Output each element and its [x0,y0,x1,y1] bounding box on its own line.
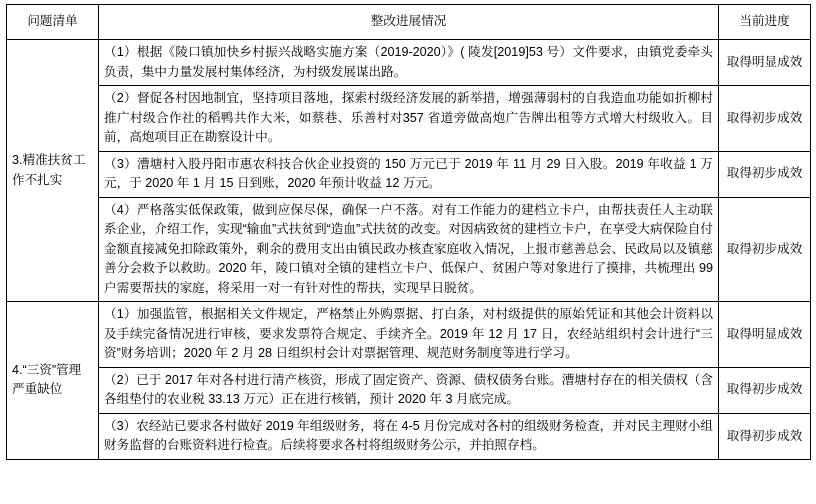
status-badge: 取得初步成效 [719,413,811,459]
status-badge: 取得初步成效 [719,197,811,302]
progress-detail-cell: （1）根据《陵口镇加快乡村振兴战略实施方案（2019-2020）》( 陵发[2019]53 号）文件要求，由镇党委牵头负责，集中力量发展村集体经济，为村级发展谋出路。 [99,40,719,86]
status-badge: 取得初步成效 [719,151,811,197]
status-badge: 取得初步成效 [719,367,811,413]
table-row [7,367,811,413]
progress-detail-cell: （3）漕塘村入股丹阳市惠农科技合伙企业投资的 150 万元已于 2019 年 11 月 29 日入股。2019 年收益 1 万元，于 2020 年 1 月 15 日到账，2020 年预计收益 12 万元。 [99,151,719,197]
rectification-progress-table [6,4,811,460]
issue-category-cell: 3.精准扶贫工作不扎实 [7,40,99,302]
issue-category-cell: 4.“三资”管理严重缺位 [7,302,99,460]
table-row [7,151,811,197]
progress-detail-cell: （3）农经站已要求各村做好 2019 年组级财务，将在 4-5 月份完成对各村的组级财务检查，并对民主理财小组财务监督的台账资料进行检查。后续将要求各村将组级财务公示，并拍照存档。 [99,413,719,459]
table-row [7,40,811,86]
table-header-row [7,5,811,40]
table-body [7,40,811,460]
column-header-current-progress: 当前进度 [719,5,811,40]
progress-detail-cell: （2）已于 2017 年对各村进行清产核资，形成了固定资产、资源、债权债务台账。漕塘村存在的相关债权（含各组垫付的农业税 33.13 万元）正在进行核销，预计 2020 年 3 月底完成。 [99,367,719,413]
status-badge: 取得明显成效 [719,40,811,86]
status-badge: 取得初步成效 [719,86,811,152]
column-header-progress-detail: 整改进展情况 [99,5,719,40]
column-header-issue-list: 问题清单 [7,5,99,40]
progress-detail-cell: （4）严格落实低保政策，做到应保尽保，确保一户不落。对有工作能力的建档立卡户，由帮扶责任人主动联系企业，介绍工作，实现“输血”式扶贫到“造血”式扶贫的改变。对因病致贫的建档立卡户，在享受大病保险自付金额直接减免扣除政策外，剩余的费用支出由镇民政办核查家庭收入情况，上报市慈善总会、民政局以及镇慈善分会救予以救助。2020 年，陵口镇对全镇的建档立卡户、低保户、贫困户等对象进行了摸排，共梳理出 99 户需要帮扶的家庭，将采用一对一有针对性的帮扶，实现早日脱贫。 [99,197,719,302]
status-badge: 取得明显成效 [719,302,811,368]
table-row [7,197,811,302]
progress-detail-cell: （1）加强监管，根据相关文件规定，严格禁止外购票据、打白条，对村级提供的原始凭证和其他会计资料以及手续完备情况进行审核，要求发票符合规定、手续齐全。2019 年 12 月 17 日，农经站组织村会计进行“三资”财务培训；2020 年 2 月 28 日组织村会计对票据管理、规范财务制度等进行学习。 [99,302,719,368]
table-row [7,302,811,368]
table-row [7,413,811,459]
table-header [7,5,811,40]
progress-detail-cell: （2）督促各村因地制宜，坚持项目落地，探索村级经济发展的新举措，增强薄弱村的自我造血功能如折柳村推广村级合作社的稻鸭共作大米，如蔡巷、乐善村对357 省道旁做高炮广告牌出租等方式增大村级收入。目前，高炮项目正在勘察设计中。 [99,86,719,152]
table-row [7,86,811,152]
